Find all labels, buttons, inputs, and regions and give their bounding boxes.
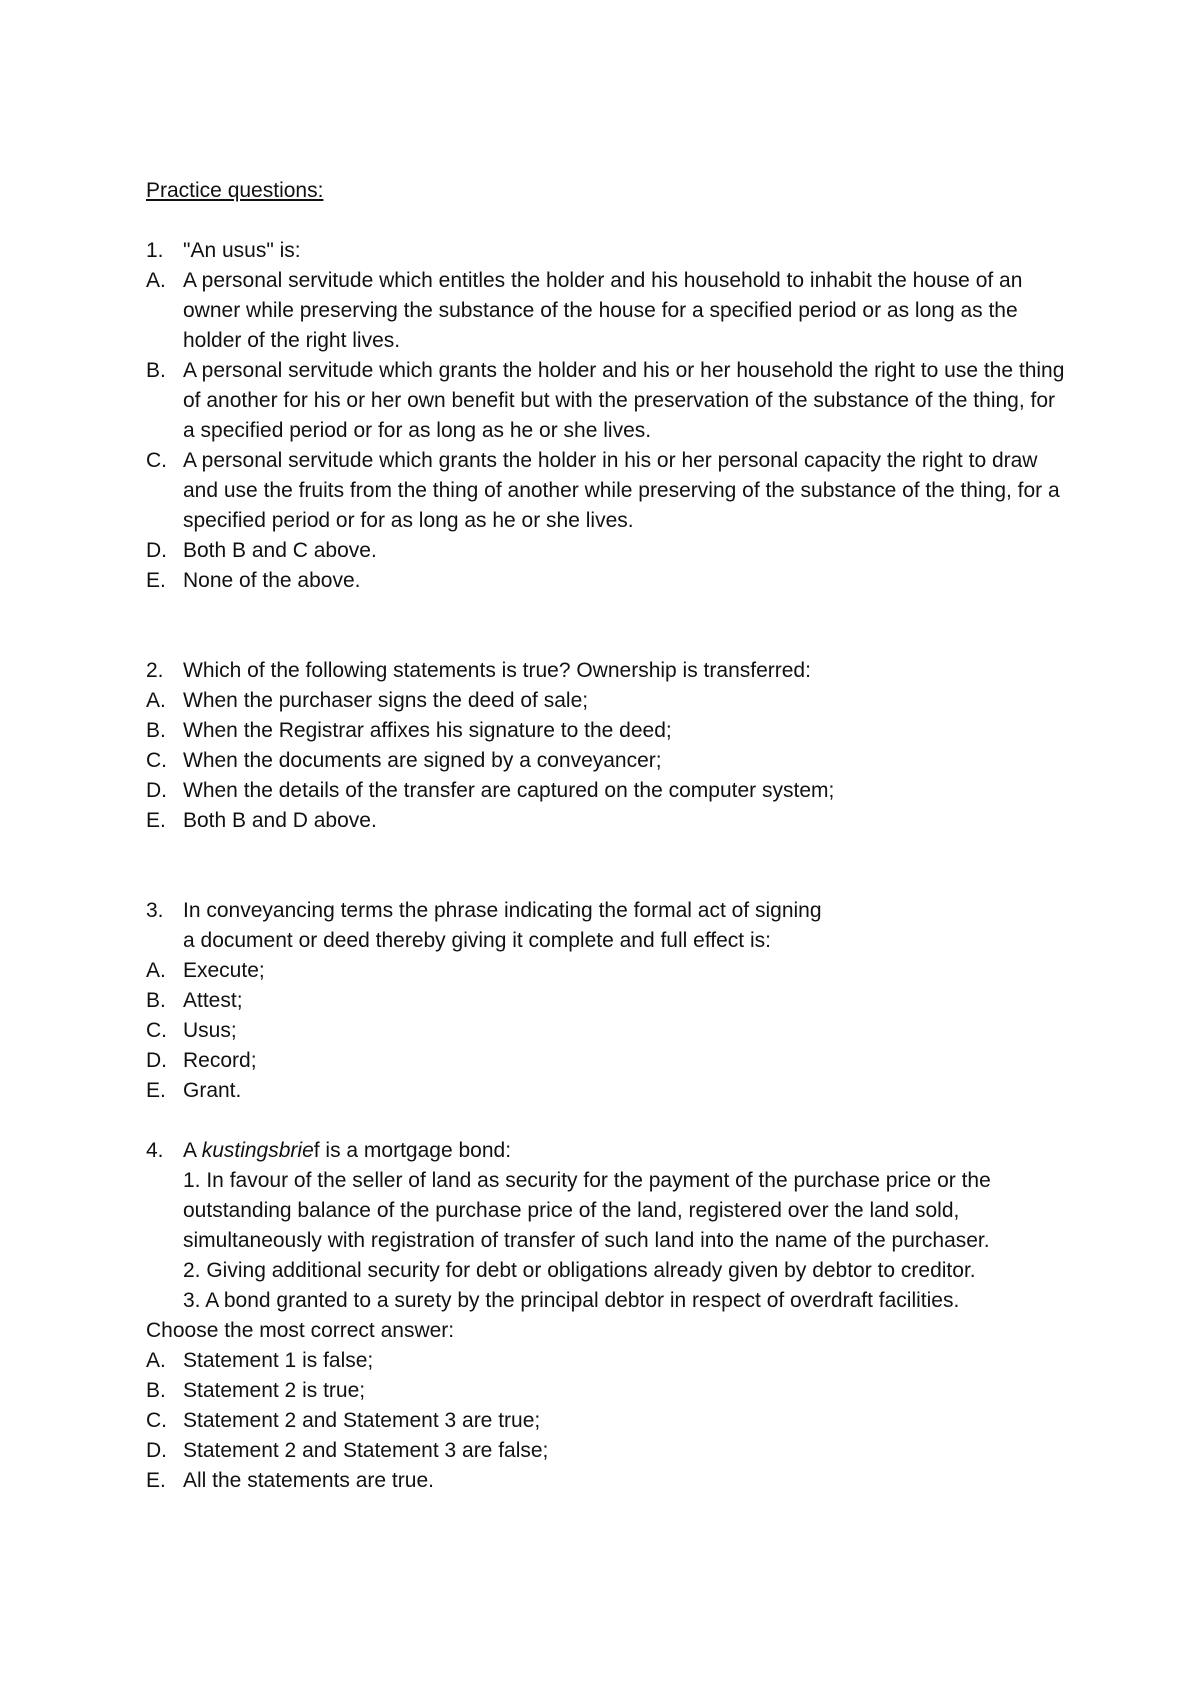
option-text: When the details of the transfer are captured on the computer system; bbox=[183, 779, 835, 802]
option-b bbox=[146, 356, 1066, 446]
option-d bbox=[146, 1046, 1066, 1076]
option-d bbox=[146, 776, 1066, 806]
option-text: Both B and D above. bbox=[183, 809, 377, 832]
option-letter: D. bbox=[146, 1439, 167, 1462]
question-number: 1. bbox=[146, 239, 164, 262]
option-letter: E. bbox=[146, 569, 166, 592]
option-letter: A. bbox=[146, 689, 166, 712]
question-text: In conveyancing terms the phrase indicating the formal act of signing bbox=[183, 899, 822, 922]
spacer bbox=[146, 1106, 1066, 1136]
option-d bbox=[146, 1436, 1066, 1466]
statement-2: 2. Giving additional security for debt or obligations already given by debtor to creditor. bbox=[183, 1259, 976, 1282]
option-e bbox=[146, 806, 1066, 836]
option-text: Usus; bbox=[183, 1019, 237, 1042]
option-text: A personal servitude which entitles the holder and his household to inhabit the house of an owner while preserving the substance of the house for a specified period or as long as the holder of the right lives. bbox=[183, 269, 1023, 352]
option-text: When the documents are signed by a conveyancer; bbox=[183, 749, 662, 772]
option-text: None of the above. bbox=[183, 569, 361, 592]
stem-prefix: A bbox=[183, 1139, 202, 1162]
question-3-stem-continued bbox=[146, 926, 1066, 956]
stem-italic-term: kustingsbrie bbox=[201, 1139, 314, 1162]
option-letter: E. bbox=[146, 1469, 166, 1492]
option-a bbox=[146, 956, 1066, 986]
option-c bbox=[146, 1016, 1066, 1046]
stem-suffix: f is a mortgage bond: bbox=[313, 1139, 512, 1162]
page-title: Practice questions: bbox=[146, 179, 324, 202]
statement-3: 3. A bond granted to a surety by the principal debtor in respect of overdraft facilities. bbox=[183, 1289, 960, 1312]
option-text: Both B and C above. bbox=[183, 539, 377, 562]
question-number: 2. bbox=[146, 659, 164, 682]
option-letter: D. bbox=[146, 1049, 167, 1072]
option-a bbox=[146, 1346, 1066, 1376]
option-d bbox=[146, 536, 1066, 566]
option-e bbox=[146, 1076, 1066, 1106]
document-content bbox=[146, 176, 1066, 1496]
option-letter: C. bbox=[146, 449, 167, 472]
option-e bbox=[146, 1466, 1066, 1496]
option-letter: D. bbox=[146, 779, 167, 802]
question-number: 4. bbox=[146, 1139, 164, 1162]
question-4-stem bbox=[146, 1136, 1066, 1166]
option-b bbox=[146, 716, 1066, 746]
option-text: A personal servitude which grants the holder and his or her household the right to use the thing of another for his or her own benefit but with the preservation of the substance of the thing, for a specified period or for as long as he or she lives. bbox=[183, 359, 1065, 442]
option-letter: C. bbox=[146, 749, 167, 772]
option-text: When the purchaser signs the deed of sale; bbox=[183, 689, 589, 712]
spacer bbox=[146, 836, 1066, 896]
question-1-stem bbox=[146, 236, 1066, 266]
question-text: a document or deed thereby giving it complete and full effect is: bbox=[183, 929, 771, 952]
option-letter: B. bbox=[146, 719, 166, 742]
instruction-text: Choose the most correct answer: bbox=[146, 1319, 455, 1342]
question-4 bbox=[146, 1136, 1066, 1496]
option-a bbox=[146, 266, 1066, 356]
option-e bbox=[146, 566, 1066, 596]
question-number: 3. bbox=[146, 899, 164, 922]
option-letter: E. bbox=[146, 809, 166, 832]
question-text: Which of the following statements is true? Ownership is transferred: bbox=[183, 659, 811, 682]
option-a bbox=[146, 686, 1066, 716]
question-3 bbox=[146, 896, 1066, 1106]
option-letter: B. bbox=[146, 359, 166, 382]
option-text: Grant. bbox=[183, 1079, 242, 1102]
option-letter: C. bbox=[146, 1409, 167, 1432]
option-text: Record; bbox=[183, 1049, 257, 1072]
option-text: All the statements are true. bbox=[183, 1469, 434, 1492]
question-2-stem bbox=[146, 656, 1066, 686]
option-text: Statement 2 and Statement 3 are false; bbox=[183, 1439, 549, 1462]
option-b bbox=[146, 986, 1066, 1016]
option-letter: E. bbox=[146, 1079, 166, 1102]
option-text: Statement 2 is true; bbox=[183, 1379, 366, 1402]
option-letter: B. bbox=[146, 1379, 166, 1402]
option-c bbox=[146, 746, 1066, 776]
option-letter: A. bbox=[146, 269, 166, 292]
option-letter: B. bbox=[146, 989, 166, 1012]
option-text: When the Registrar affixes his signature to the deed; bbox=[183, 719, 672, 742]
option-letter: A. bbox=[146, 1349, 166, 1372]
question-1 bbox=[146, 236, 1066, 596]
option-text: Attest; bbox=[183, 989, 243, 1012]
option-c bbox=[146, 446, 1066, 536]
option-letter: D. bbox=[146, 539, 167, 562]
option-b bbox=[146, 1376, 1066, 1406]
question-2 bbox=[146, 656, 1066, 836]
statement-1: 1. In favour of the seller of land as security for the payment of the purchase price or the outstanding balance of the purchase price of the land, registered over the land sold, simultaneously with registration of transfer of such land into the name of the purchaser. bbox=[183, 1169, 991, 1252]
option-text: A personal servitude which grants the holder in his or her personal capacity the right to draw and use the fruits from the thing of another while preserving of the substance of the thing, for a specified period or for as long as he or she lives. bbox=[183, 449, 1060, 532]
question-text bbox=[183, 1136, 1066, 1166]
option-letter: C. bbox=[146, 1019, 167, 1042]
question-text: "An usus" is: bbox=[183, 239, 301, 262]
option-text: Statement 2 and Statement 3 are true; bbox=[183, 1409, 541, 1432]
option-letter: A. bbox=[146, 959, 166, 982]
question-3-stem bbox=[146, 896, 1066, 926]
spacer bbox=[146, 596, 1066, 656]
option-text: Statement 1 is false; bbox=[183, 1349, 374, 1372]
option-text: Execute; bbox=[183, 959, 265, 982]
option-c bbox=[146, 1406, 1066, 1436]
